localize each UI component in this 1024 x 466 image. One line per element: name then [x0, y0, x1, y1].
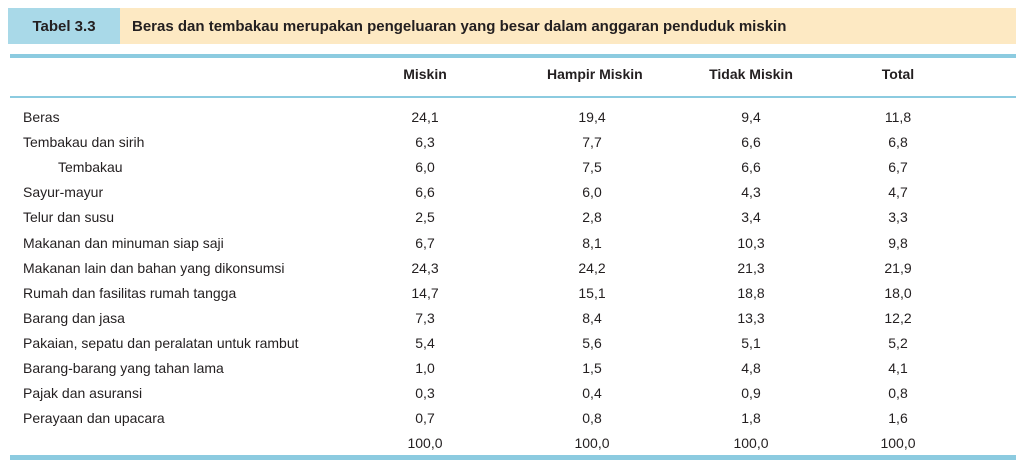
row-value: 1,8	[741, 410, 761, 426]
row-value: 0,8	[582, 410, 602, 426]
row-value: 7,5	[582, 159, 602, 175]
table-row	[0, 231, 1024, 256]
row-value: 6,8	[888, 134, 908, 150]
column-header-total: Total	[881, 66, 915, 82]
row-label: Tembakau	[58, 159, 123, 175]
row-value: 5,6	[582, 335, 602, 351]
header-rule	[10, 96, 1016, 98]
row-value: 8,1	[582, 235, 602, 251]
row-label: Pajak dan asuransi	[23, 385, 143, 401]
row-value: 7,7	[582, 134, 602, 150]
row-label: Makanan dan minuman siap saji	[23, 235, 224, 251]
row-label: Pakaian, sepatu dan peralatan untuk rambut	[23, 335, 299, 351]
column-header-miskin: Miskin	[403, 66, 447, 82]
row-value: 5,2	[888, 335, 908, 351]
row-value: 0,9	[741, 385, 761, 401]
row-value: 6,6	[415, 184, 435, 200]
row-value: 3,4	[741, 209, 761, 225]
row-value: 18,8	[737, 285, 765, 301]
row-value: 4,3	[741, 184, 761, 200]
row-value: 14,7	[411, 285, 439, 301]
table-row	[0, 256, 1024, 281]
row-label: Beras	[23, 109, 60, 125]
row-value: 6,7	[415, 235, 435, 251]
column-header-hampir-miskin: Hampir Miskin	[547, 66, 643, 82]
row-value: 4,8	[741, 360, 761, 376]
row-value: 15,1	[578, 285, 606, 301]
row-value: 1,6	[888, 410, 908, 426]
row-value: 21,9	[884, 260, 912, 276]
row-value: 8,4	[582, 310, 602, 326]
row-value: 0,4	[582, 385, 602, 401]
row-value: 11,8	[884, 109, 912, 125]
row-label: Barang dan jasa	[23, 310, 125, 326]
row-value: 24,3	[411, 260, 439, 276]
row-value: 21,3	[737, 260, 765, 276]
row-value: 5,1	[741, 335, 761, 351]
table-row	[0, 105, 1024, 130]
row-value: 19,4	[578, 109, 606, 125]
row-label: Perayaan dan upacara	[23, 410, 165, 426]
row-value: 4,1	[888, 360, 908, 376]
row-value: 10,3	[737, 235, 765, 251]
column-header-tidak-miskin: Tidak Miskin	[709, 66, 793, 82]
table-row	[0, 356, 1024, 381]
table-row	[0, 180, 1024, 205]
row-label: Tembakau dan sirih	[23, 134, 145, 150]
row-label: Telur dan susu	[23, 209, 115, 225]
row-value: 100,0	[880, 435, 916, 451]
row-label: Makanan lain dan bahan yang dikonsumsi	[23, 260, 285, 276]
row-value: 6,7	[888, 159, 908, 175]
row-value: 24,1	[411, 109, 439, 125]
row-value: 24,2	[578, 260, 606, 276]
table-row	[0, 155, 1024, 180]
row-value: 6,0	[415, 159, 435, 175]
row-value: 2,5	[415, 209, 435, 225]
row-label: Rumah dan fasilitas rumah tangga	[23, 285, 237, 301]
table-row	[0, 205, 1024, 230]
table-row	[0, 406, 1024, 431]
table-row	[0, 130, 1024, 155]
table-row	[0, 331, 1024, 356]
row-value: 1,5	[582, 360, 602, 376]
row-value: 9,4	[741, 109, 761, 125]
table-row	[0, 381, 1024, 406]
row-value: 9,8	[888, 235, 908, 251]
row-value: 6,6	[741, 134, 761, 150]
table-row	[0, 431, 1024, 456]
table-row	[0, 306, 1024, 331]
row-value: 6,3	[415, 134, 435, 150]
row-value: 18,0	[884, 285, 912, 301]
row-value: 6,0	[582, 184, 602, 200]
row-value: 0,7	[415, 410, 435, 426]
row-label: Barang-barang yang tahan lama	[23, 360, 224, 376]
row-value: 6,6	[741, 159, 761, 175]
row-label: Sayur-mayur	[23, 184, 104, 200]
row-value: 7,3	[415, 310, 435, 326]
row-value: 3,3	[888, 209, 908, 225]
row-value: 100,0	[733, 435, 769, 451]
row-value: 100,0	[574, 435, 610, 451]
table-header	[8, 8, 1016, 44]
row-value: 4,7	[888, 184, 908, 200]
bottom-rule	[10, 455, 1016, 460]
top-rule	[10, 54, 1016, 58]
row-value: 13,3	[737, 310, 765, 326]
table-row	[0, 281, 1024, 306]
row-value: 100,0	[407, 435, 443, 451]
table-number: Tabel 3.3	[8, 8, 120, 44]
row-value: 2,8	[582, 209, 602, 225]
row-value: 12,2	[884, 310, 912, 326]
table-title: Beras dan tembakau merupakan pengeluaran yang besar dalam anggaran penduduk miskin	[120, 8, 1016, 44]
row-value: 0,8	[888, 385, 908, 401]
row-value: 1,0	[415, 360, 435, 376]
row-value: 0,3	[415, 385, 435, 401]
row-value: 5,4	[415, 335, 435, 351]
